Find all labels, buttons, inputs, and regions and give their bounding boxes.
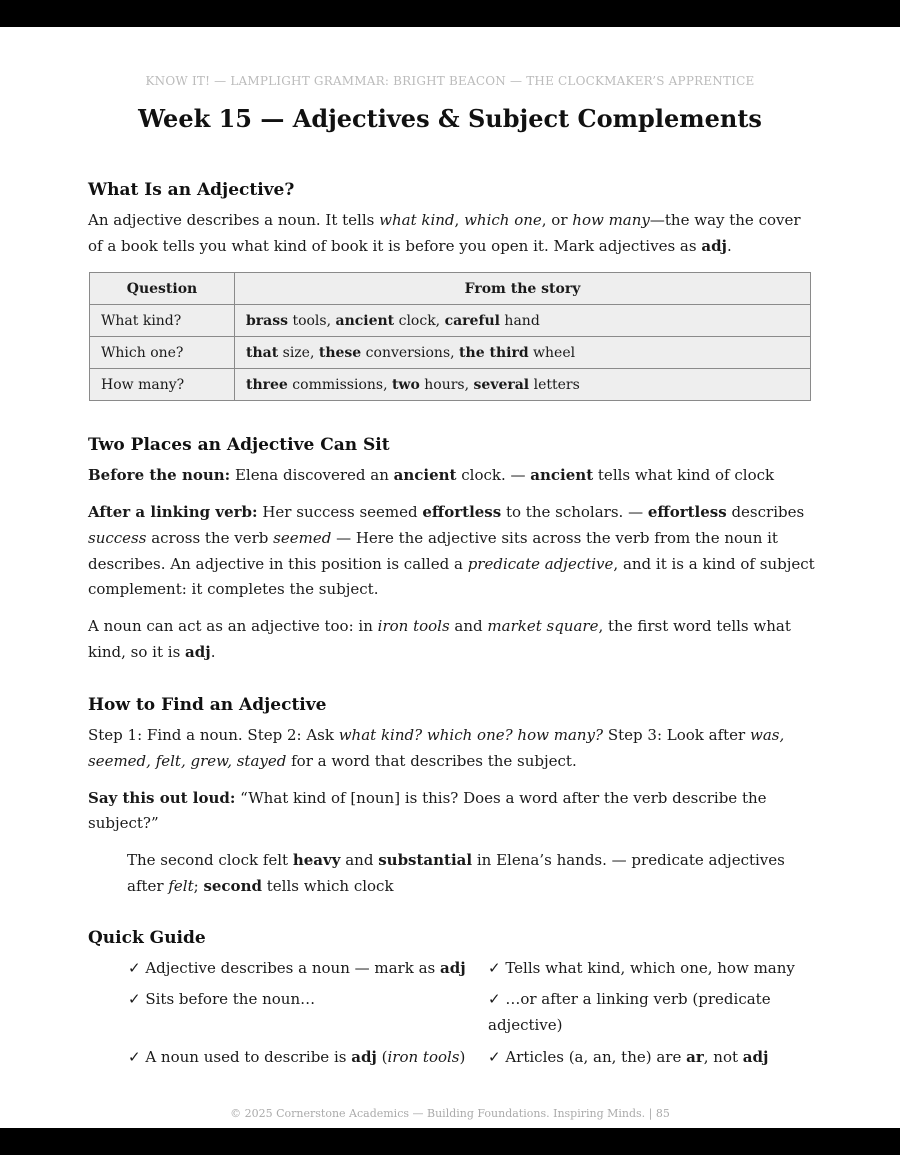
running-header: KNOW IT! — LAMPLIGHT GRAMMAR: BRIGHT BEACON — THE CLOCKMAKER’S APPRENTICE xyxy=(145,74,755,88)
example-cell: that size, these conversions, the third wheel xyxy=(235,337,811,369)
linking-verb-paragraph: After a linking verb: Her success seemed effortless to the scholars. — effortless describes success across the verb seemed — Here the adjective sits across the verb from the noun it describes. An adjective in this position is called a predicate adjective, and it is a kind of subject complement: it completes the subject. xyxy=(88,503,815,599)
example-sentence: The second clock felt heavy and substantial in Elena’s hands. — predicate adjectives after felt; second tells which clock xyxy=(127,851,785,895)
guide-item: ✓ Tells what kind, which one, how many xyxy=(488,958,795,977)
table-row xyxy=(90,337,811,369)
column-header-question: Question xyxy=(90,273,235,305)
column-header-from-story: From the story xyxy=(235,273,811,305)
question-cell: Which one? xyxy=(90,337,235,369)
question-cell: What kind? xyxy=(90,305,235,337)
table-header-row xyxy=(90,273,811,305)
guide-item: ✓ Articles (a, an, the) are ar, not adj xyxy=(488,1047,769,1066)
question-cell: How many? xyxy=(90,369,235,401)
steps-paragraph: Step 1: Find a noun. Step 2: Ask what kind? which one? how many? Step 3: Look after was, seemed, felt, grew, stayed for a word that describes the subject. xyxy=(88,726,785,771)
quick-guide-list xyxy=(128,956,816,1071)
section-two-places xyxy=(88,433,816,665)
section-heading-quick-guide: Quick Guide xyxy=(88,927,206,948)
top-black-bar xyxy=(0,0,900,27)
example-cell: three commissions, two hours, several letters xyxy=(235,369,811,401)
example-cell: brass tools, ancient clock, careful hand xyxy=(235,305,811,337)
guide-item: ✓ Sits before the noun… xyxy=(128,990,316,1009)
guide-item: ✓ Adjective describes a noun — mark as adj xyxy=(128,958,466,977)
section-heading-two-places: Two Places an Adjective Can Sit xyxy=(88,435,390,456)
guide-item: ✓ A noun used to describe is adj (iron tools) xyxy=(128,1047,466,1066)
section-how-to-find xyxy=(88,693,816,899)
table-row xyxy=(90,305,811,337)
bottom-black-bar xyxy=(0,1128,900,1155)
guide-item: ✓ …or after a linking verb (predicate adjective) xyxy=(488,990,771,1034)
section-heading-how-to-find: How to Find an Adjective xyxy=(88,695,327,716)
page-content xyxy=(88,178,816,1070)
adjective-questions-table xyxy=(89,272,811,401)
noun-as-adjective-paragraph: A noun can act as an adjective too: in iron tools and market square, the first word tells what kind, so it is adj. xyxy=(88,616,791,661)
before-noun-paragraph: Before the noun: Elena discovered an ancient clock. — ancient tells what kind of clock xyxy=(88,466,775,485)
section-quick-guide xyxy=(88,926,816,1071)
intro-paragraph: An adjective describes a noun. It tells what kind, which one, or how many—the way the cover of a book tells you what kind of book it is before you open it. Mark adjectives as adj. xyxy=(88,211,801,255)
say-aloud-paragraph: Say this out loud: “What kind of [noun] is this? Does a word after the verb describe the subject?” xyxy=(88,788,767,833)
section-heading-what-is-adjective: What Is an Adjective? xyxy=(88,180,295,200)
table-row xyxy=(90,369,811,401)
page-title: Week 15 — Adjectives & Subject Complements xyxy=(138,104,762,133)
page-footer: © 2025 Cornerstone Academics — Building Foundations. Inspiring Minds. | 85 xyxy=(230,1107,670,1120)
